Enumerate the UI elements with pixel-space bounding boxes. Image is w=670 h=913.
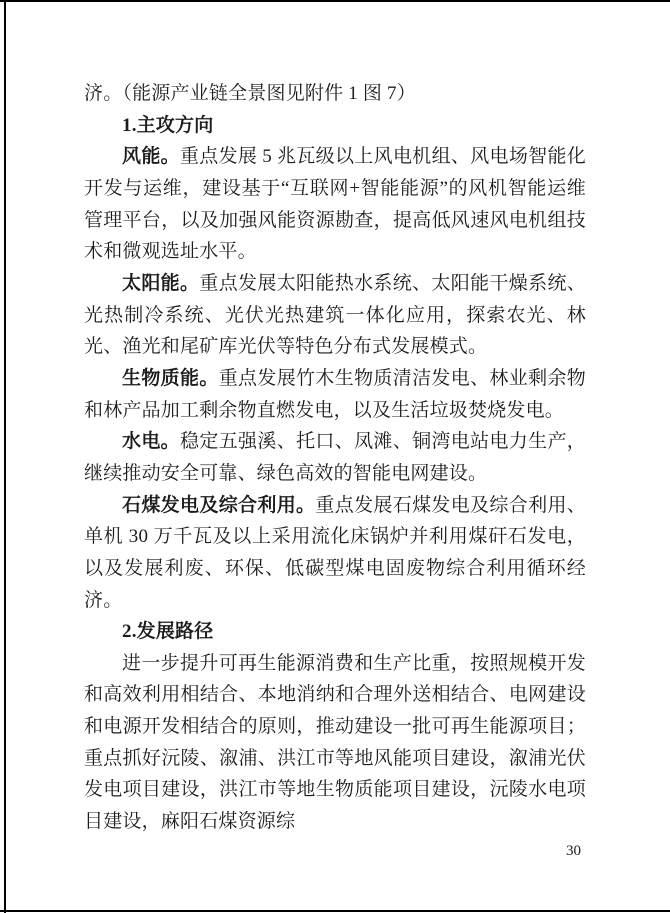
paragraph-wind-energy-text: 重点发展 5 兆瓦级以上风电机组、风电场智能化开发与运维，建设基于“互联网+智能能源”的风机智能运维管理平台，以及加强风能资源勘查，提高低风速风电机组技术和微观选址水平。 — [84, 146, 586, 263]
paragraph-solar-energy-text: 重点发展太阳能热水系统、太阳能干燥系统、光热制冷系统、光伏光热建筑一体化应用，探索农光、林光、渔光和尾矿库光伏等特色分布式发展模式。 — [84, 272, 586, 358]
paragraph-wind-energy — [84, 141, 586, 268]
paragraph-stone-coal-power — [84, 490, 586, 617]
heading-development-path — [84, 616, 586, 648]
heading-main-directions — [84, 110, 586, 142]
paragraph-continuation: 济。（能源产业链全景图见附件 1 图 7） — [84, 83, 416, 104]
page-border-top — [0, 0, 670, 2]
paragraph-hydropower — [84, 426, 586, 489]
paragraph-hydropower-lead: 水电。 — [122, 431, 181, 453]
paragraph-development-path — [84, 648, 586, 838]
paragraph-solar-energy-lead: 太阳能。 — [122, 272, 200, 294]
paragraph-biomass-energy — [84, 363, 586, 426]
page-content — [84, 78, 586, 838]
paragraph-stone-coal-power-text: 重点发展石煤发电及综合利用、单机 30 万千瓦及以上采用流化床锅炉并利用煤矸石发电，以及发展利废、环保、低碳型煤电固废物综合利用循环经济。 — [84, 494, 586, 611]
heading-development-path-text: 2.发展路径 — [122, 621, 214, 643]
paragraph-wind-energy-lead: 风能。 — [122, 146, 180, 168]
page-border-bottom — [0, 910, 670, 912]
heading-main-directions-text: 1.主攻方向 — [122, 114, 214, 136]
paragraph-biomass-energy-text: 重点发展竹木生物质清洁发电、林业剩余物和林产品加工剩余物直燃发电，以及生活垃圾焚烧发电。 — [84, 367, 586, 421]
paragraph-stone-coal-power-lead: 石煤发电及综合利用。 — [122, 494, 316, 516]
paragraph-development-path-text: 进一步提升可再生能源消费和生产比重，按照规模开发和高效利用相结合、本地消纳和合理外送相结合、电网建设和电源开发相结合的原则，推动建设一批可再生能源项目；重点抓好沅陵、溆浦、洪江市等地风能项目建设，溆浦光伏发电项目建设，洪江市等地生物质能项目建设，沅陵水电项目建设，麻阳石煤资源综 — [84, 652, 586, 833]
page-number: 30 — [566, 843, 581, 859]
paragraph-biomass-energy-lead: 生物质能。 — [122, 367, 219, 389]
paragraph-solar-energy — [84, 268, 586, 363]
paragraph-hydropower-text: 稳定五强溪、托口、凤滩、铜湾电站电力生产，继续推动安全可靠、绿色高效的智能电网建设。 — [84, 431, 587, 484]
page-border-left — [4, 0, 6, 913]
